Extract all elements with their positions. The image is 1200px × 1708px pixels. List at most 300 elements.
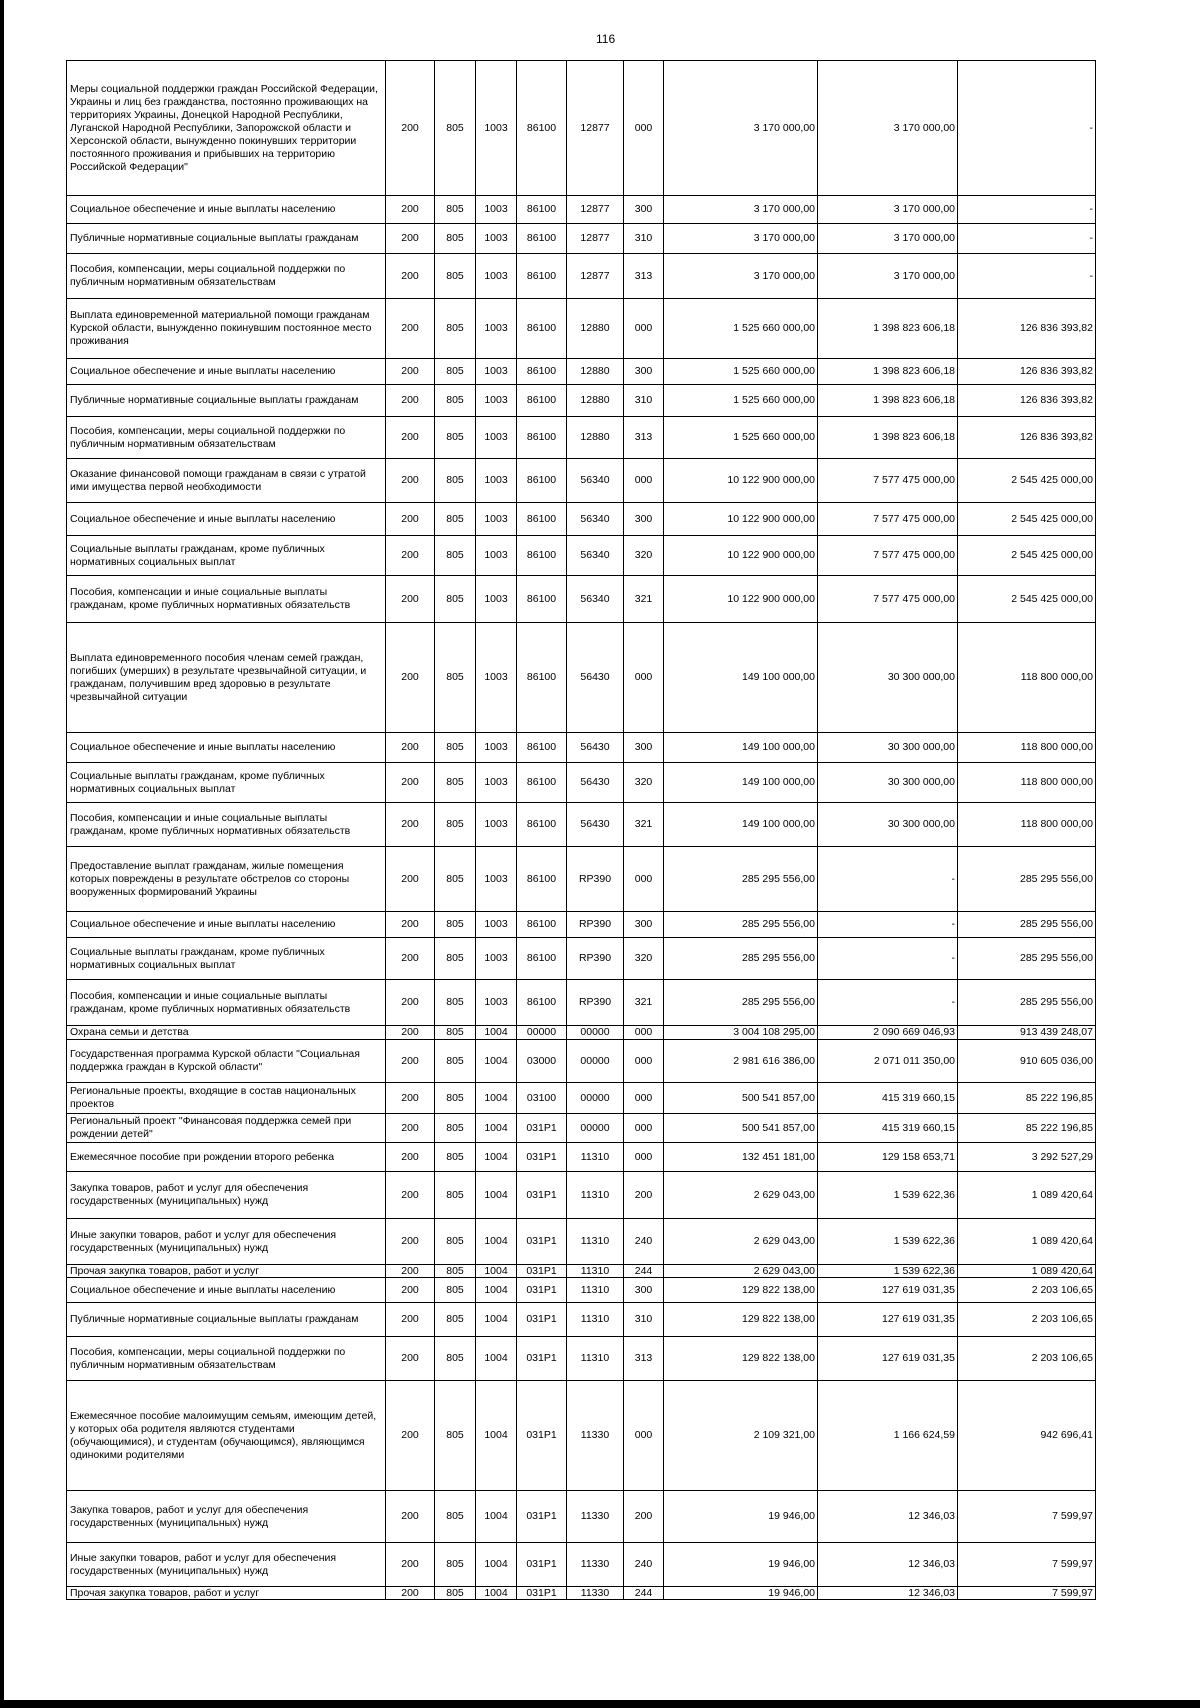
remaining-amount-cell: 126 836 393,82 (958, 359, 1096, 385)
code-direction-cell: 11330 (567, 1381, 624, 1491)
remaining-amount-cell: 910 605 036,00 (958, 1040, 1096, 1083)
row-name-cell: Охрана семьи и детства (67, 1026, 386, 1040)
code-department-cell: 805 (435, 1381, 476, 1491)
row-name-cell: Ежемесячное пособие малоимущим семьям, имеющим детей, у которых оба родителя являются студентами (обучающимися), и студентам (обучающимся), являющимся одинокими родителями (67, 1381, 386, 1491)
code-expense-type-cell: 300 (624, 733, 664, 763)
code-expense-type-cell: 244 (624, 1587, 664, 1600)
remaining-amount-cell: 285 295 556,00 (958, 847, 1096, 912)
table-row (67, 1143, 1096, 1172)
executed-amount-cell: 12 346,03 (818, 1543, 958, 1587)
code-program-cell: 031P1 (517, 1219, 567, 1265)
table-row (67, 733, 1096, 763)
code-department-cell: 805 (435, 1303, 476, 1337)
table-row (67, 1265, 1096, 1278)
planned-amount-cell: 2 109 321,00 (664, 1381, 818, 1491)
code-expense-type-cell: 313 (624, 254, 664, 299)
code-section-cell: 1004 (476, 1278, 517, 1303)
code-expense-type-cell: 300 (624, 503, 664, 536)
table-row (67, 1278, 1096, 1303)
table-row (67, 224, 1096, 254)
code-program-cell: 031P1 (517, 1543, 567, 1587)
remaining-amount-cell: 126 836 393,82 (958, 417, 1096, 459)
table-row (67, 1114, 1096, 1143)
planned-amount-cell: 3 170 000,00 (664, 196, 818, 224)
code-ministry-cell: 200 (386, 623, 435, 733)
planned-amount-cell: 149 100 000,00 (664, 733, 818, 763)
code-ministry-cell: 200 (386, 224, 435, 254)
row-name-cell: Пособия, компенсации, меры социальной поддержки по публичным нормативным обязательствам (67, 417, 386, 459)
code-program-cell: 86100 (517, 224, 567, 254)
remaining-amount-cell: 285 295 556,00 (958, 980, 1096, 1026)
executed-amount-cell: 415 319 660,15 (818, 1083, 958, 1114)
code-ministry-cell: 200 (386, 1278, 435, 1303)
table-row (67, 803, 1096, 847)
code-department-cell: 805 (435, 1143, 476, 1172)
planned-amount-cell: 1 525 660 000,00 (664, 359, 818, 385)
planned-amount-cell: 285 295 556,00 (664, 847, 818, 912)
table-row (67, 1303, 1096, 1337)
code-section-cell: 1004 (476, 1219, 517, 1265)
table-row (67, 61, 1096, 196)
code-expense-type-cell: 000 (624, 1026, 664, 1040)
row-name-cell: Социальные выплаты гражданам, кроме публичных нормативных социальных выплат (67, 938, 386, 980)
executed-amount-cell: 1 398 823 606,18 (818, 299, 958, 359)
remaining-amount-cell: - (958, 61, 1096, 196)
code-expense-type-cell: 300 (624, 1278, 664, 1303)
row-name-cell: Социальное обеспечение и иные выплаты населению (67, 1278, 386, 1303)
remaining-amount-cell: 2 545 425 000,00 (958, 459, 1096, 503)
code-expense-type-cell: 000 (624, 847, 664, 912)
code-program-cell: 86100 (517, 576, 567, 623)
executed-amount-cell: 415 319 660,15 (818, 1114, 958, 1143)
code-expense-type-cell: 321 (624, 576, 664, 623)
code-section-cell: 1004 (476, 1114, 517, 1143)
planned-amount-cell: 129 822 138,00 (664, 1303, 818, 1337)
code-section-cell: 1004 (476, 1143, 517, 1172)
code-department-cell: 805 (435, 763, 476, 803)
code-department-cell: 805 (435, 1337, 476, 1381)
code-ministry-cell: 200 (386, 536, 435, 576)
code-section-cell: 1003 (476, 938, 517, 980)
code-direction-cell: 11330 (567, 1543, 624, 1587)
code-department-cell: 805 (435, 733, 476, 763)
row-name-cell: Пособия, компенсации, меры социальной поддержки по публичным нормативным обязательствам (67, 254, 386, 299)
code-direction-cell: 56430 (567, 803, 624, 847)
code-ministry-cell: 200 (386, 1172, 435, 1219)
code-program-cell: 031P1 (517, 1278, 567, 1303)
code-section-cell: 1004 (476, 1026, 517, 1040)
remaining-amount-cell: 1 089 420,64 (958, 1219, 1096, 1265)
remaining-amount-cell: 118 800 000,00 (958, 763, 1096, 803)
code-direction-cell: 11310 (567, 1278, 624, 1303)
code-section-cell: 1003 (476, 224, 517, 254)
code-expense-type-cell: 000 (624, 1381, 664, 1491)
code-ministry-cell: 200 (386, 1083, 435, 1114)
code-ministry-cell: 200 (386, 417, 435, 459)
planned-amount-cell: 3 170 000,00 (664, 254, 818, 299)
executed-amount-cell: 2 071 011 350,00 (818, 1040, 958, 1083)
executed-amount-cell: 3 170 000,00 (818, 224, 958, 254)
code-direction-cell: 11310 (567, 1337, 624, 1381)
code-department-cell: 805 (435, 254, 476, 299)
table-row (67, 1491, 1096, 1543)
code-section-cell: 1003 (476, 803, 517, 847)
table-row (67, 1026, 1096, 1040)
remaining-amount-cell: 126 836 393,82 (958, 385, 1096, 417)
code-direction-cell: 11330 (567, 1587, 624, 1600)
row-name-cell: Закупка товаров, работ и услуг для обеспечения государственных (муниципальных) нужд (67, 1172, 386, 1219)
code-ministry-cell: 200 (386, 1381, 435, 1491)
code-expense-type-cell: 000 (624, 1143, 664, 1172)
table-row (67, 1083, 1096, 1114)
row-name-cell: Социальное обеспечение и иные выплаты населению (67, 196, 386, 224)
planned-amount-cell: 2 981 616 386,00 (664, 1040, 818, 1083)
code-expense-type-cell: 310 (624, 385, 664, 417)
code-direction-cell: 00000 (567, 1026, 624, 1040)
code-ministry-cell: 200 (386, 1143, 435, 1172)
remaining-amount-cell: 2 545 425 000,00 (958, 576, 1096, 623)
executed-amount-cell: 1 398 823 606,18 (818, 385, 958, 417)
code-direction-cell: 56430 (567, 623, 624, 733)
remaining-amount-cell: 2 545 425 000,00 (958, 536, 1096, 576)
planned-amount-cell: 1 525 660 000,00 (664, 299, 818, 359)
code-department-cell: 805 (435, 980, 476, 1026)
code-ministry-cell: 200 (386, 61, 435, 196)
code-expense-type-cell: 000 (624, 623, 664, 733)
code-direction-cell: 56340 (567, 576, 624, 623)
executed-amount-cell: 12 346,03 (818, 1587, 958, 1600)
remaining-amount-cell: 7 599,97 (958, 1587, 1096, 1600)
planned-amount-cell: 2 629 043,00 (664, 1172, 818, 1219)
code-department-cell: 805 (435, 359, 476, 385)
code-section-cell: 1003 (476, 299, 517, 359)
code-expense-type-cell: 000 (624, 1083, 664, 1114)
code-ministry-cell: 200 (386, 938, 435, 980)
code-program-cell: 86100 (517, 847, 567, 912)
code-department-cell: 805 (435, 61, 476, 196)
executed-amount-cell: 30 300 000,00 (818, 763, 958, 803)
planned-amount-cell: 129 822 138,00 (664, 1337, 818, 1381)
code-program-cell: 86100 (517, 763, 567, 803)
code-direction-cell: 12880 (567, 417, 624, 459)
code-section-cell: 1004 (476, 1172, 517, 1219)
code-section-cell: 1003 (476, 196, 517, 224)
code-expense-type-cell: 000 (624, 1040, 664, 1083)
remaining-amount-cell: 913 439 248,07 (958, 1026, 1096, 1040)
executed-amount-cell: 7 577 475 000,00 (818, 536, 958, 576)
planned-amount-cell: 3 170 000,00 (664, 61, 818, 196)
planned-amount-cell: 285 295 556,00 (664, 938, 818, 980)
code-expense-type-cell: 240 (624, 1543, 664, 1587)
code-direction-cell: 11310 (567, 1172, 624, 1219)
budget-table-body (67, 61, 1096, 1600)
code-program-cell: 031P1 (517, 1303, 567, 1337)
code-direction-cell: 11330 (567, 1491, 624, 1543)
code-ministry-cell: 200 (386, 763, 435, 803)
code-expense-type-cell: 300 (624, 912, 664, 938)
executed-amount-cell: 30 300 000,00 (818, 733, 958, 763)
executed-amount-cell: - (818, 912, 958, 938)
code-section-cell: 1003 (476, 536, 517, 576)
code-department-cell: 805 (435, 417, 476, 459)
row-name-cell: Пособия, компенсации и иные социальные выплаты гражданам, кроме публичных нормативных обязательств (67, 576, 386, 623)
code-program-cell: 031P1 (517, 1114, 567, 1143)
code-section-cell: 1003 (476, 576, 517, 623)
code-expense-type-cell: 320 (624, 763, 664, 803)
code-ministry-cell: 200 (386, 299, 435, 359)
code-expense-type-cell: 000 (624, 459, 664, 503)
remaining-amount-cell: - (958, 196, 1096, 224)
code-department-cell: 805 (435, 912, 476, 938)
code-direction-cell: 12877 (567, 61, 624, 196)
code-program-cell: 86100 (517, 196, 567, 224)
code-ministry-cell: 200 (386, 359, 435, 385)
code-ministry-cell: 200 (386, 576, 435, 623)
code-section-cell: 1004 (476, 1491, 517, 1543)
remaining-amount-cell: 118 800 000,00 (958, 803, 1096, 847)
code-expense-type-cell: 313 (624, 1337, 664, 1381)
code-ministry-cell: 200 (386, 912, 435, 938)
planned-amount-cell: 2 629 043,00 (664, 1219, 818, 1265)
code-section-cell: 1004 (476, 1337, 517, 1381)
code-direction-cell: 12880 (567, 359, 624, 385)
code-department-cell: 805 (435, 536, 476, 576)
remaining-amount-cell: 118 800 000,00 (958, 733, 1096, 763)
planned-amount-cell: 129 822 138,00 (664, 1278, 818, 1303)
planned-amount-cell: 149 100 000,00 (664, 763, 818, 803)
planned-amount-cell: 500 541 857,00 (664, 1083, 818, 1114)
row-name-cell: Социальное обеспечение и иные выплаты населению (67, 359, 386, 385)
code-department-cell: 805 (435, 623, 476, 733)
row-name-cell: Социальные выплаты гражданам, кроме публичных нормативных социальных выплат (67, 536, 386, 576)
planned-amount-cell: 10 122 900 000,00 (664, 576, 818, 623)
code-department-cell: 805 (435, 1265, 476, 1278)
code-direction-cell: 00000 (567, 1040, 624, 1083)
table-row (67, 417, 1096, 459)
code-department-cell: 805 (435, 1083, 476, 1114)
page-number: 116 (596, 32, 616, 46)
code-ministry-cell: 200 (386, 1587, 435, 1600)
executed-amount-cell: 30 300 000,00 (818, 803, 958, 847)
code-direction-cell: 00000 (567, 1083, 624, 1114)
code-program-cell: 86100 (517, 61, 567, 196)
code-program-cell: 86100 (517, 536, 567, 576)
executed-amount-cell: 12 346,03 (818, 1491, 958, 1543)
planned-amount-cell: 3 004 108 295,00 (664, 1026, 818, 1040)
remaining-amount-cell: 2 203 106,65 (958, 1303, 1096, 1337)
planned-amount-cell: 285 295 556,00 (664, 912, 818, 938)
code-expense-type-cell: 320 (624, 536, 664, 576)
code-section-cell: 1004 (476, 1543, 517, 1587)
code-program-cell: 86100 (517, 503, 567, 536)
table-row (67, 503, 1096, 536)
executed-amount-cell: 3 170 000,00 (818, 254, 958, 299)
code-program-cell: 86100 (517, 623, 567, 733)
code-program-cell: 00000 (517, 1026, 567, 1040)
remaining-amount-cell: 7 599,97 (958, 1491, 1096, 1543)
table-row (67, 1381, 1096, 1491)
executed-amount-cell: 127 619 031,35 (818, 1278, 958, 1303)
code-department-cell: 805 (435, 1543, 476, 1587)
code-expense-type-cell: 200 (624, 1491, 664, 1543)
executed-amount-cell: 127 619 031,35 (818, 1337, 958, 1381)
row-name-cell: Иные закупки товаров, работ и услуг для обеспечения государственных (муниципальных) нужд (67, 1219, 386, 1265)
code-program-cell: 86100 (517, 385, 567, 417)
code-program-cell: 031P1 (517, 1381, 567, 1491)
code-ministry-cell: 200 (386, 196, 435, 224)
code-department-cell: 805 (435, 1219, 476, 1265)
code-program-cell: 86100 (517, 912, 567, 938)
code-section-cell: 1004 (476, 1303, 517, 1337)
code-program-cell: 86100 (517, 359, 567, 385)
code-direction-cell: RP390 (567, 938, 624, 980)
code-department-cell: 805 (435, 1040, 476, 1083)
code-direction-cell: RP390 (567, 980, 624, 1026)
remaining-amount-cell: 3 292 527,29 (958, 1143, 1096, 1172)
code-department-cell: 805 (435, 503, 476, 536)
code-section-cell: 1004 (476, 1587, 517, 1600)
executed-amount-cell: 1 539 622,36 (818, 1219, 958, 1265)
code-program-cell: 031P1 (517, 1491, 567, 1543)
remaining-amount-cell: 285 295 556,00 (958, 938, 1096, 980)
code-section-cell: 1003 (476, 503, 517, 536)
planned-amount-cell: 500 541 857,00 (664, 1114, 818, 1143)
code-direction-cell: 12880 (567, 299, 624, 359)
executed-amount-cell: - (818, 938, 958, 980)
code-section-cell: 1003 (476, 912, 517, 938)
code-section-cell: 1003 (476, 763, 517, 803)
executed-amount-cell: 1 539 622,36 (818, 1172, 958, 1219)
bottom-scan-border (0, 1700, 1200, 1708)
code-program-cell: 86100 (517, 459, 567, 503)
executed-amount-cell: 1 398 823 606,18 (818, 417, 958, 459)
code-ministry-cell: 200 (386, 385, 435, 417)
code-department-cell: 805 (435, 576, 476, 623)
code-ministry-cell: 200 (386, 1114, 435, 1143)
code-ministry-cell: 200 (386, 1337, 435, 1381)
table-row (67, 1543, 1096, 1587)
code-ministry-cell: 200 (386, 503, 435, 536)
code-program-cell: 031P1 (517, 1143, 567, 1172)
planned-amount-cell: 2 629 043,00 (664, 1265, 818, 1278)
executed-amount-cell: 1 539 622,36 (818, 1265, 958, 1278)
remaining-amount-cell: 2 545 425 000,00 (958, 503, 1096, 536)
remaining-amount-cell: 7 599,97 (958, 1543, 1096, 1587)
code-section-cell: 1003 (476, 254, 517, 299)
table-row (67, 299, 1096, 359)
executed-amount-cell: - (818, 980, 958, 1026)
code-department-cell: 805 (435, 224, 476, 254)
code-expense-type-cell: 200 (624, 1172, 664, 1219)
planned-amount-cell: 149 100 000,00 (664, 803, 818, 847)
table-row (67, 536, 1096, 576)
row-name-cell: Государственная программа Курской области "Социальная поддержка граждан в Курской области" (67, 1040, 386, 1083)
code-direction-cell: 11310 (567, 1265, 624, 1278)
row-name-cell: Публичные нормативные социальные выплаты гражданам (67, 1303, 386, 1337)
code-department-cell: 805 (435, 803, 476, 847)
table-row (67, 1337, 1096, 1381)
code-expense-type-cell: 000 (624, 1114, 664, 1143)
code-department-cell: 805 (435, 385, 476, 417)
code-ministry-cell: 200 (386, 1303, 435, 1337)
code-department-cell: 805 (435, 938, 476, 980)
code-expense-type-cell: 310 (624, 1303, 664, 1337)
planned-amount-cell: 19 946,00 (664, 1543, 818, 1587)
code-direction-cell: 12880 (567, 385, 624, 417)
row-name-cell: Прочая закупка товаров, работ и услуг (67, 1265, 386, 1278)
code-ministry-cell: 200 (386, 1219, 435, 1265)
remaining-amount-cell: 2 203 106,65 (958, 1278, 1096, 1303)
planned-amount-cell: 3 170 000,00 (664, 224, 818, 254)
code-program-cell: 86100 (517, 733, 567, 763)
planned-amount-cell: 132 451 181,00 (664, 1143, 818, 1172)
table-row (67, 1040, 1096, 1083)
row-name-cell: Выплата единовременного пособия членам семей граждан, погибших (умерших) в результате чрезвычайной ситуации, и гражданам, получившим вред здоровью в результате чрезвычайной ситуации (67, 623, 386, 733)
code-direction-cell: 11310 (567, 1143, 624, 1172)
code-ministry-cell: 200 (386, 254, 435, 299)
row-name-cell: Выплата единовременной материальной помощи гражданам Курской области, вынужденно покинувшим постоянное место проживания (67, 299, 386, 359)
budget-table (66, 60, 1096, 1600)
row-name-cell: Пособия, компенсации и иные социальные выплаты гражданам, кроме публичных нормативных обязательств (67, 803, 386, 847)
row-name-cell: Публичные нормативные социальные выплаты гражданам (67, 385, 386, 417)
code-direction-cell: 11310 (567, 1303, 624, 1337)
code-section-cell: 1003 (476, 359, 517, 385)
code-direction-cell: RP390 (567, 912, 624, 938)
code-department-cell: 805 (435, 1278, 476, 1303)
code-program-cell: 86100 (517, 980, 567, 1026)
code-ministry-cell: 200 (386, 980, 435, 1026)
code-department-cell: 805 (435, 1172, 476, 1219)
code-section-cell: 1003 (476, 847, 517, 912)
code-direction-cell: 00000 (567, 1114, 624, 1143)
executed-amount-cell: 3 170 000,00 (818, 196, 958, 224)
code-ministry-cell: 200 (386, 1026, 435, 1040)
table-row (67, 847, 1096, 912)
executed-amount-cell: 1 166 624,59 (818, 1381, 958, 1491)
code-direction-cell: 56340 (567, 459, 624, 503)
code-direction-cell: 56430 (567, 733, 624, 763)
planned-amount-cell: 10 122 900 000,00 (664, 459, 818, 503)
code-section-cell: 1004 (476, 1083, 517, 1114)
row-name-cell: Предоставление выплат гражданам, жилые помещения которых повреждены в результате обстрелов со стороны вооруженных формирований Украины (67, 847, 386, 912)
code-direction-cell: 11310 (567, 1219, 624, 1265)
code-department-cell: 805 (435, 1587, 476, 1600)
remaining-amount-cell: 1 089 420,64 (958, 1172, 1096, 1219)
table-row (67, 359, 1096, 385)
code-program-cell: 031P1 (517, 1587, 567, 1600)
table-row (67, 1219, 1096, 1265)
code-section-cell: 1003 (476, 385, 517, 417)
planned-amount-cell: 10 122 900 000,00 (664, 503, 818, 536)
remaining-amount-cell: 85 222 196,85 (958, 1114, 1096, 1143)
row-name-cell: Региональные проекты, входящие в состав национальных проектов (67, 1083, 386, 1114)
row-name-cell: Закупка товаров, работ и услуг для обеспечения государственных (муниципальных) нужд (67, 1491, 386, 1543)
code-direction-cell: 56340 (567, 503, 624, 536)
row-name-cell: Публичные нормативные социальные выплаты гражданам (67, 224, 386, 254)
code-ministry-cell: 200 (386, 803, 435, 847)
row-name-cell: Социальные выплаты гражданам, кроме публичных нормативных социальных выплат (67, 763, 386, 803)
code-section-cell: 1004 (476, 1381, 517, 1491)
table-row (67, 623, 1096, 733)
code-expense-type-cell: 244 (624, 1265, 664, 1278)
code-program-cell: 031P1 (517, 1337, 567, 1381)
executed-amount-cell: 2 090 669 046,93 (818, 1026, 958, 1040)
table-row (67, 763, 1096, 803)
table-row (67, 254, 1096, 299)
code-program-cell: 031P1 (517, 1265, 567, 1278)
code-expense-type-cell: 313 (624, 417, 664, 459)
left-scan-border (0, 0, 4, 1708)
